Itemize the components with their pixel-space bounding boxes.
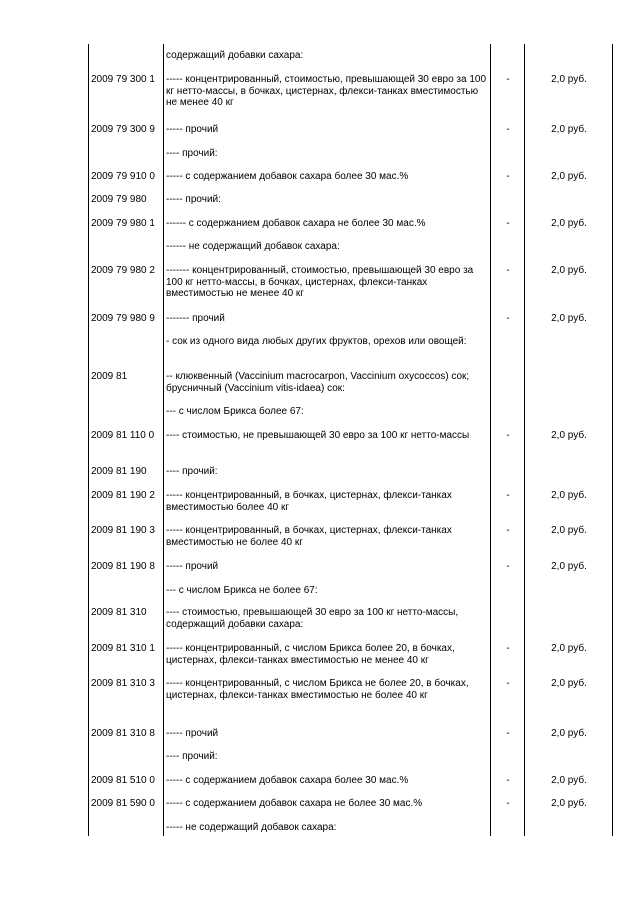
duty-rate: 2,0 руб. [551,430,587,441]
tnved-code: 2009 79 910 0 [91,171,155,182]
commodity-description: ------ не содержащий добавок сахара: [166,241,340,252]
dash-cell: - [506,643,510,654]
commodity-description: ----- прочий [166,124,219,135]
tnved-code: 2009 81 110 0 [91,430,155,441]
tnved-code: 2009 81 190 2 [91,490,155,501]
tnved-code: 2009 81 590 0 [91,798,155,809]
column-rule-desc [490,44,491,836]
duty-rate: 2,0 руб. [551,678,587,689]
column-rule-right [612,44,613,836]
tnved-code: 2009 81 310 3 [91,678,155,689]
column-rule-code [163,44,164,836]
commodity-description: ------ с содержанием добавок сахара не более 30 мас.% [166,218,426,229]
tnved-code: 2009 81 310 8 [91,728,155,739]
dash-cell: - [506,124,510,135]
tnved-code: 2009 81 190 [91,466,147,477]
commodity-description: ---- прочий: [166,466,218,477]
dash-cell: - [506,313,510,324]
duty-rate: 2,0 руб. [551,265,587,276]
commodity-description: ----- концентрированный, в бочках, цистернах, флекси-танках вместимостью не более 40 кг [166,525,452,548]
commodity-description: -- клюквенный (Vaccinium macrocarpon, Vaccinium oxycoccos) сок; брусничный (Vaccinium vitis-idaea) сок: [166,371,470,394]
commodity-description: --- с числом Брикса более 67: [166,406,304,417]
tnved-code: 2009 81 310 1 [91,643,155,654]
duty-rate: 2,0 руб. [551,171,587,182]
duty-rate: 2,0 руб. [551,643,587,654]
duty-rate: 2,0 руб. [551,490,587,501]
commodity-description: ------- прочий [166,313,225,324]
commodity-description: ----- концентрированный, с числом Брикса более 20, в бочках, цистернах, флекси-танках вместимостью не менее 40 кг [166,643,455,666]
commodity-description: ----- концентрированный, с числом Брикса не более 20, в бочках, цистернах, флекси-танках вместимостью не более 40 кг [166,678,469,701]
duty-rate: 2,0 руб. [551,728,587,739]
duty-rate: 2,0 руб. [551,561,587,572]
commodity-description: - сок из одного вида любых других фруктов, орехов или овощей: [166,336,467,347]
duty-rate: 2,0 руб. [551,74,587,85]
tnved-code: 2009 79 980 1 [91,218,155,229]
duty-rate: 2,0 руб. [551,775,587,786]
commodity-description: ----- концентрированный, стоимостью, превышающей 30 евро за 100 кг нетто-массы, в бочках, цистернах, флекси-танках вместимостью не менее 40 кг [166,74,487,108]
duty-rate: 2,0 руб. [551,798,587,809]
duty-rate: 2,0 руб. [551,218,587,229]
dash-cell: - [506,171,510,182]
tnved-code: 2009 81 310 [91,607,147,618]
tnved-code: 2009 81 190 3 [91,525,155,536]
dash-cell: - [506,525,510,536]
dash-cell: - [506,74,510,85]
commodity-description: ----- концентрированный, в бочках, цистернах, флекси-танках вместимостью более 40 кг [166,490,452,513]
tnved-code: 2009 81 190 8 [91,561,155,572]
tnved-code: 2009 79 980 2 [91,265,155,276]
dash-cell: - [506,430,510,441]
commodity-description: ---- прочий: [166,751,218,762]
dash-cell: - [506,561,510,572]
dash-cell: - [506,218,510,229]
dash-cell: - [506,798,510,809]
commodity-description: ----- прочий [166,561,219,572]
dash-cell: - [506,678,510,689]
dash-cell: - [506,775,510,786]
tnved-code: 2009 81 [91,371,128,382]
commodity-description: --- с числом Брикса не более 67: [166,585,318,596]
tnved-code: 2009 79 980 9 [91,313,155,324]
dash-cell: - [506,490,510,501]
tnved-code: 2009 81 510 0 [91,775,155,786]
commodity-description: ----- с содержанием добавок сахара более 30 мас.% [166,171,409,182]
commodity-description: содержащий добавки сахара: [166,50,304,61]
commodity-description: ----- с содержанием добавок сахара не более 30 мас.% [166,798,423,809]
column-rule-dash [524,44,525,836]
commodity-description: ---- стоимостью, не превышающей 30 евро за 100 кг нетто-массы [166,430,470,441]
tnved-code: 2009 79 980 [91,194,147,205]
commodity-description: ----- прочий: [166,194,221,205]
tnved-code: 2009 79 300 9 [91,124,155,135]
commodity-description: ----- не содержащий добавок сахара: [166,822,337,833]
commodity-description: ----- с содержанием добавок сахара более 30 мас.% [166,775,409,786]
commodity-description: ---- стоимостью, превышающей 30 евро за 100 кг нетто-массы, содержащий добавки сахара: [166,607,459,630]
column-rule-left [88,44,89,836]
dash-cell: - [506,728,510,739]
duty-rate: 2,0 руб. [551,313,587,324]
dash-cell: - [506,265,510,276]
tnved-code: 2009 79 300 1 [91,74,155,85]
duty-rate: 2,0 руб. [551,124,587,135]
commodity-description: ---- прочий: [166,148,218,159]
duty-rate: 2,0 руб. [551,525,587,536]
commodity-description: ------- концентрированный, стоимостью, превышающей 30 евро за 100 кг нетто-массы, в бочках, цистернах, флекси-танках вместимостью не менее 40 кг [166,265,474,299]
commodity-description: ----- прочий [166,728,219,739]
